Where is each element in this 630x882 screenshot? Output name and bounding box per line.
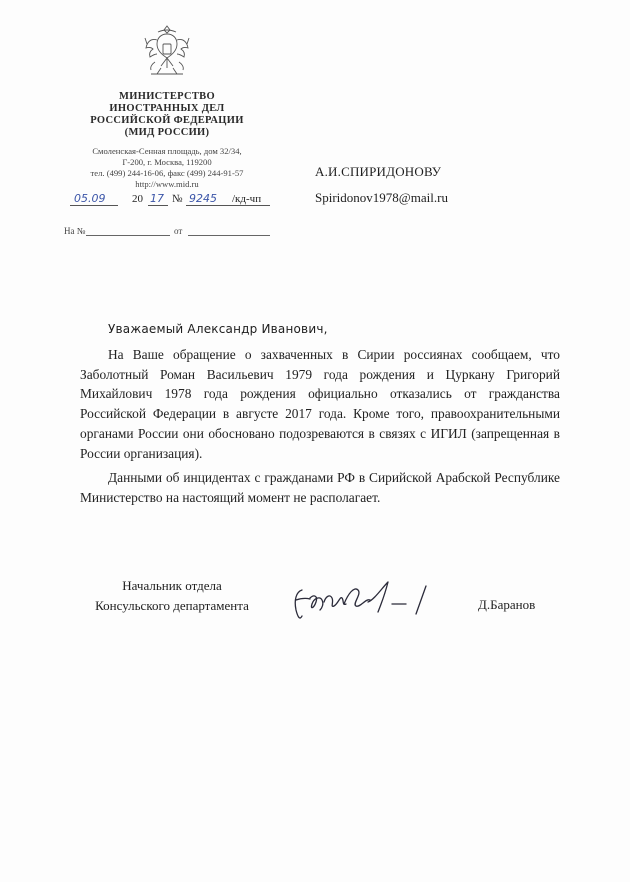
signatory-name: Д.Баранов [478, 597, 536, 612]
letter-body [80, 345, 560, 513]
signatory-title-line: Начальник отдела [122, 578, 222, 593]
reference-date-blank [188, 235, 270, 236]
addressee-email: Spiridonov1978@mail.ru [315, 190, 448, 205]
body-paragraph: На Ваше обращение о захваченных в Сирии россиянах сообщаем, что Заболотный Роман Васильевич 1979 года рождения и Цуркану Григорий Михайлович 1978 года рождения официально отказались от гражданства Российской Федерации в августе 2017 года. Кроме того, правоохранительными органами России они обосновано подозреваются в связях с ИГИЛ (запрещенная в России организация). [80, 347, 560, 461]
ministry-line: РОССИЙСКОЙ ФЕДЕРАЦИИ [90, 115, 244, 126]
reference-number-label: На № [64, 226, 86, 236]
ministry-line: (МИД РОССИИ) [124, 127, 210, 138]
address-line: Смоленская-Сенная площадь, дом 32/34, [92, 146, 242, 156]
address-line: тел. (499) 244-16-06, факс (499) 244-91-57 [90, 168, 244, 178]
addressee-name: А.И.СПИРИДОНОВУ [315, 164, 442, 179]
registration-number-sign: № [172, 193, 183, 205]
registration-year-suffix: 17 [150, 192, 164, 205]
reference-line [64, 226, 274, 240]
date-underline [70, 205, 118, 206]
signatory-title-line: Консульского департамента [95, 598, 249, 613]
address-line: Г-200, г. Москва, 119200 [122, 157, 212, 167]
coat-of-arms-emblem [143, 22, 191, 80]
signatory-title [82, 576, 262, 616]
registration-date: 05.09 [74, 192, 106, 205]
ministry-name [70, 91, 264, 139]
ministry-address [64, 146, 270, 190]
registration-number: 9245 [189, 192, 217, 205]
registration-line [64, 192, 274, 208]
ministry-line: МИНИСТЕРСТВО [119, 91, 215, 102]
registration-suffix: /кд-чп [232, 193, 262, 205]
reference-number-blank [86, 235, 170, 236]
ministry-line: ИНОСТРАННЫХ ДЕЛ [109, 103, 225, 114]
salutation: Уважаемый Александр Иванович, [108, 322, 328, 336]
reference-date-label: от [174, 226, 183, 236]
year-underline [148, 205, 168, 206]
number-underline [186, 205, 230, 206]
body-paragraph: Данными об инцидентах с гражданами РФ в Сирийской Арабской Республике Министерство на настоящий момент не располагает. [80, 470, 560, 505]
address-line: http://www.mid.ru [135, 179, 199, 189]
handwritten-signature [288, 568, 438, 628]
registration-year-prefix: 20 [132, 193, 143, 205]
suffix-underline [230, 205, 270, 206]
